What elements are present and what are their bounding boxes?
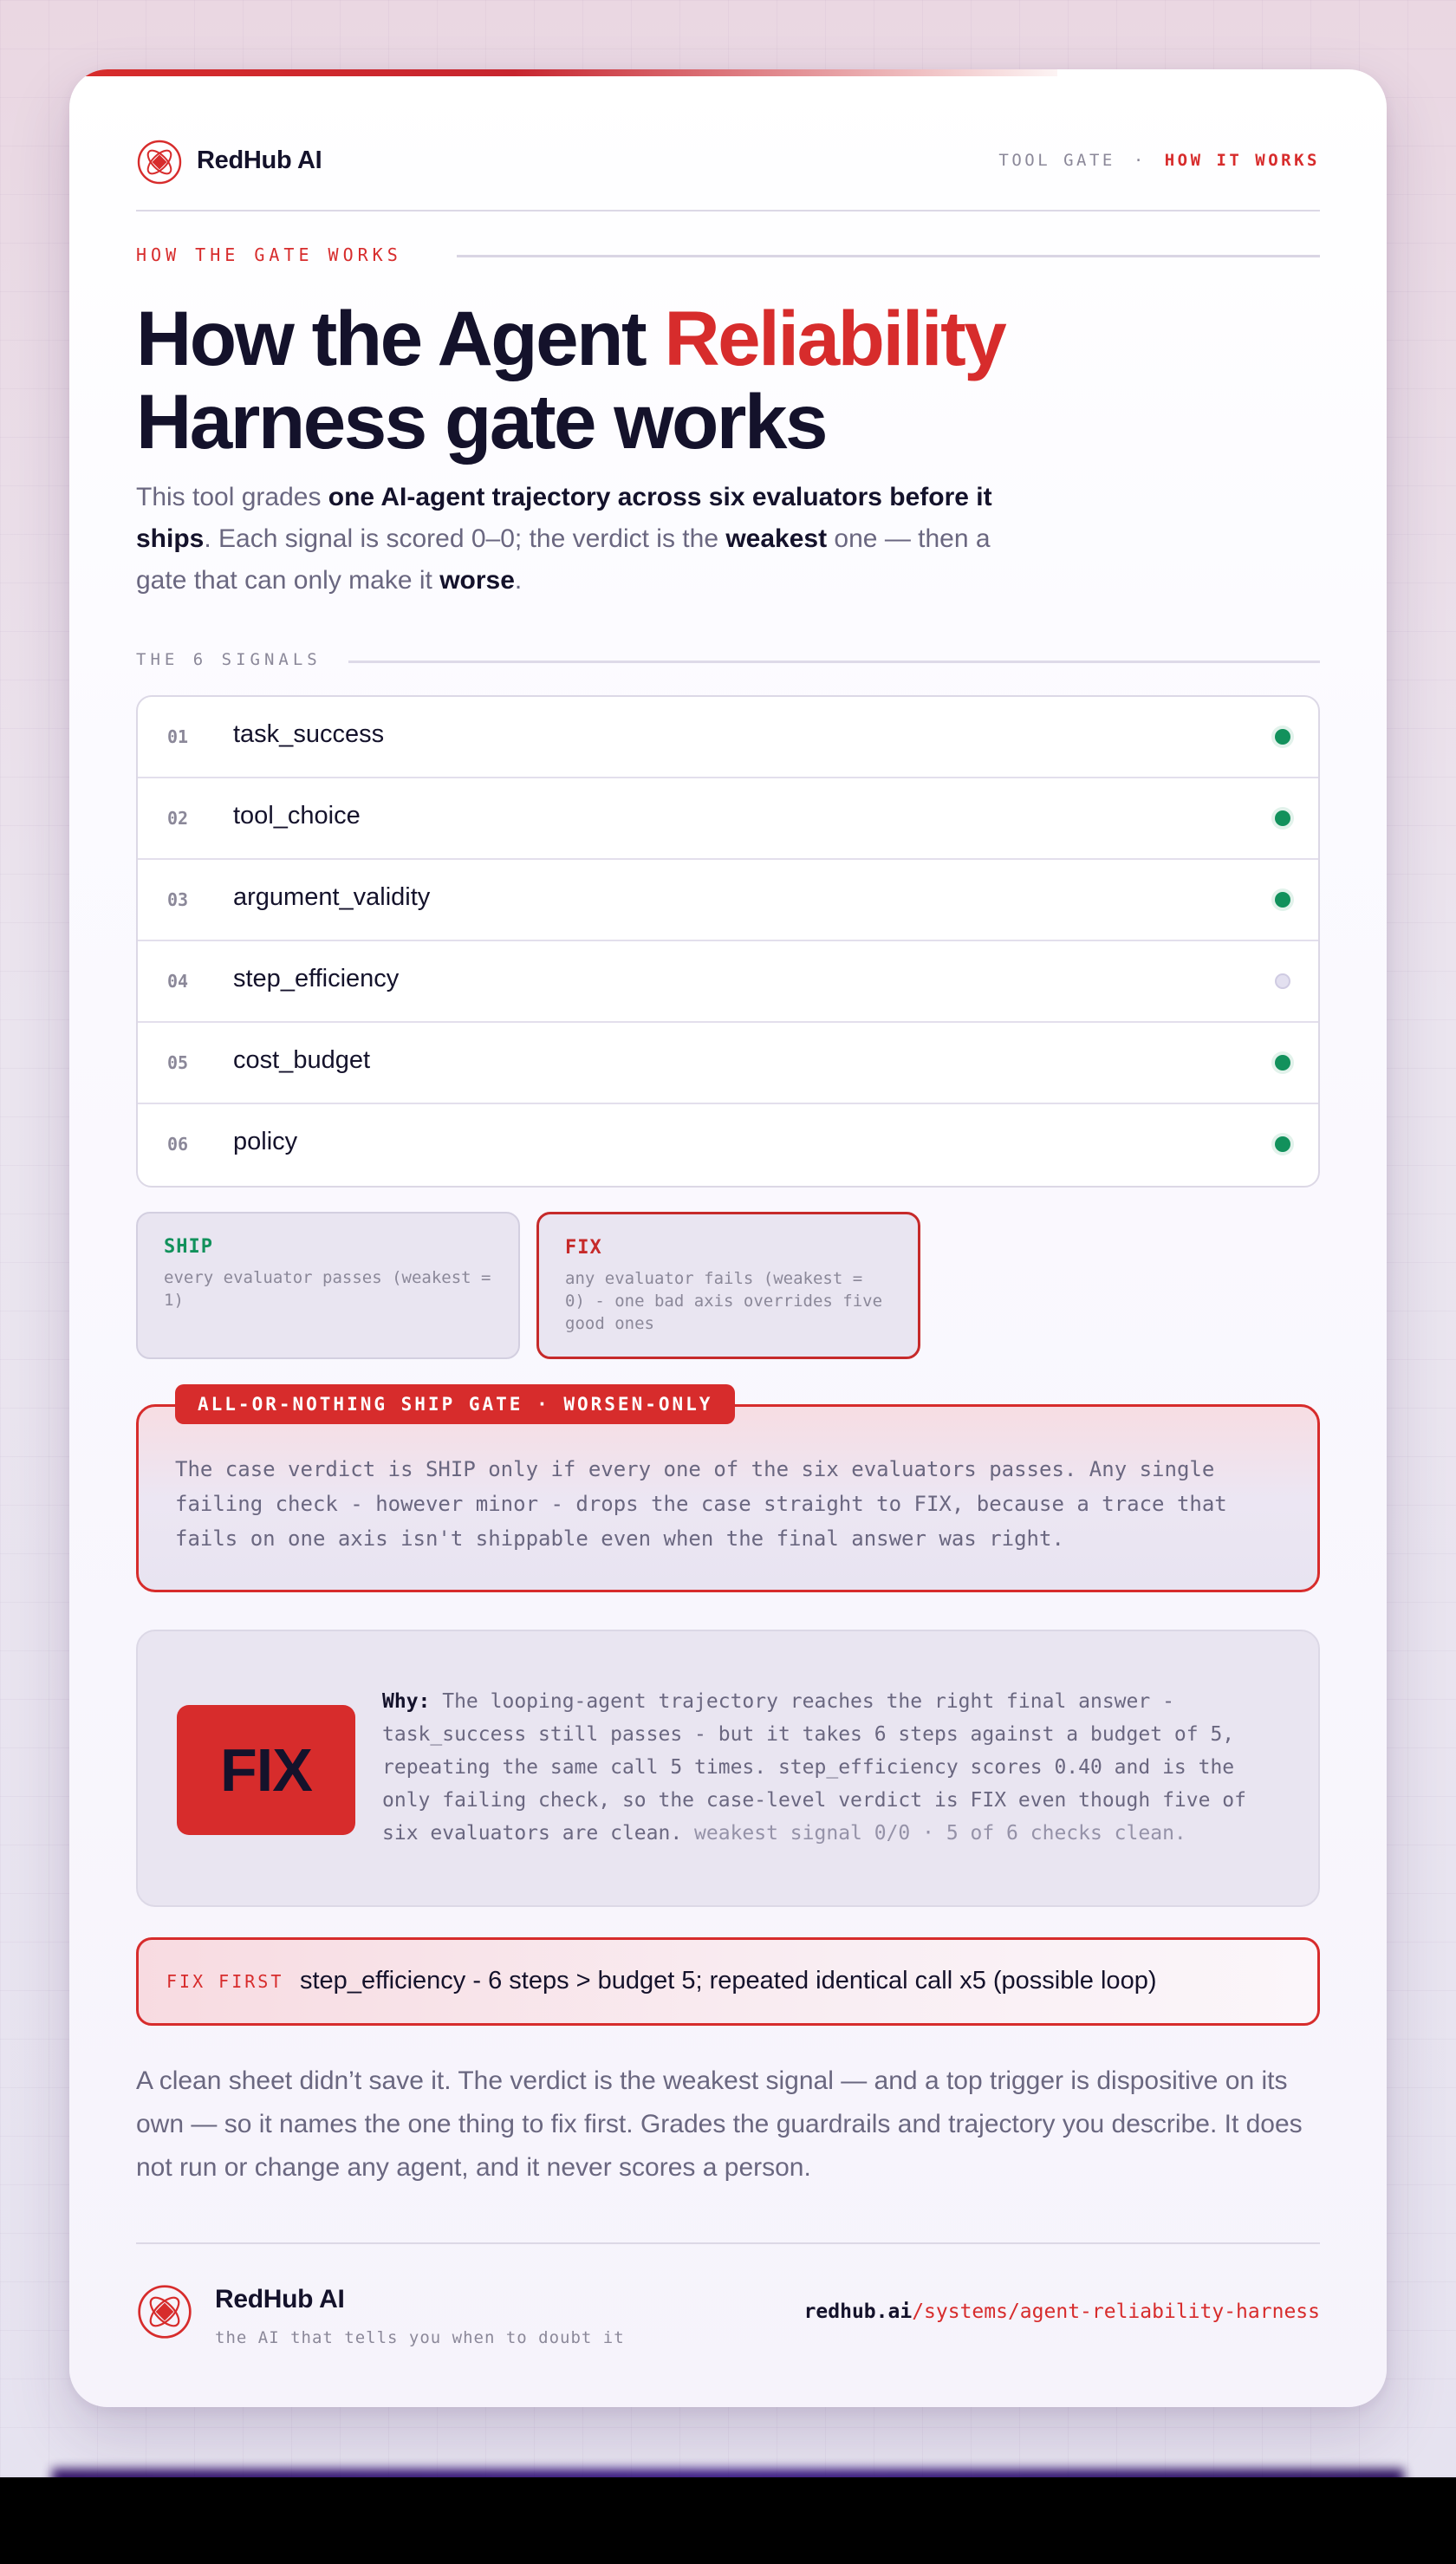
verdict-summary: weakest signal 0/0 · 5 of 6 checks clean. (694, 1822, 1186, 1845)
lead-bold-1: one AI-agent trajectory across six evaluators before it ships (136, 483, 992, 553)
legend-ship-desc: every evaluator passes (weakest = 1) (164, 1268, 491, 1310)
signal-number: 06 (167, 1134, 189, 1155)
footer-divider (136, 2242, 1320, 2244)
lead-text-1: This tool grades (136, 483, 328, 511)
status-dot-pass-icon (1275, 729, 1290, 745)
footer-tagline: the AI that tells you when to doubt it (215, 2328, 625, 2347)
legend-fix-label: FIX (565, 1237, 602, 1259)
signal-name: policy (233, 1128, 298, 1155)
title-highlight: Reliability (664, 295, 1005, 381)
fix-first-label: FIX FIRST (166, 1971, 284, 1992)
footer-url-link[interactable] (804, 2300, 1320, 2323)
verdict-panel (136, 1630, 1320, 1907)
closing-paragraph: A clean sheet didn’t save it. The verdict is the weakest signal — and a top trigger is dispositive on its own — so it names the one thing to fix first. Grades the guardrails and trajectory you describe. It does not run or change any agent, and it never scores a person. (136, 2066, 1303, 2182)
header-divider (136, 210, 1320, 211)
ship-gate-tag: ALL-OR-NOTHING SHIP GATE · WORSEN-ONLY (175, 1384, 735, 1424)
status-dot-pass-icon (1275, 1136, 1290, 1152)
verdict-why-text: The looping-agent trajectory reaches the right final answer - task_success still passes - but it takes 6 steps against a budget of 5, repeating the same call 5 times. step_efficiency scores 0.40 and is the only failing check, so the case-level verdict is FIX even though five of six evaluators are clean. (382, 1690, 1246, 1845)
breadcrumb (998, 151, 1320, 170)
signal-row-tool-choice (138, 778, 1318, 860)
verdict-badge: FIX (177, 1705, 355, 1835)
eyebrow-rule (457, 255, 1320, 257)
signals-list (136, 695, 1320, 1188)
footer-url-host: redhub.ai (803, 2300, 913, 2323)
signals-heading: THE 6 SIGNALS (136, 650, 322, 669)
signals-rule (348, 661, 1320, 663)
verdict-explanation (382, 1685, 1284, 1850)
ship-gate-body: The case verdict is SHIP only if every one of the six evaluators passes. Any single failing check - however minor - drops the case straight to FIX, because a trace that fails on one axis isn't shippable even when the final answer was right. (175, 1457, 1227, 1551)
signal-name: step_efficiency (233, 965, 400, 992)
signal-name: tool_choice (233, 802, 361, 830)
footer-brand-name: RedHub AI (215, 2285, 345, 2313)
signal-row-task-success (138, 697, 1318, 778)
section-eyebrow (136, 244, 1320, 267)
legend-fix-desc: any evaluator fails (weakest = 0) - one bad axis overrides five good ones (565, 1269, 883, 1333)
signal-number: 04 (167, 971, 189, 992)
lead-paragraph (136, 477, 1003, 602)
legend-ship (136, 1212, 520, 1359)
breadcrumb-separator: · (1133, 151, 1147, 170)
signal-number: 05 (167, 1052, 189, 1073)
fix-first-value: step_efficiency - 6 steps > budget 5; repeated identical call x5 (possible loop) (300, 1967, 1157, 1995)
status-dot-pass-icon (1275, 1055, 1290, 1071)
signal-name: cost_budget (233, 1046, 371, 1074)
status-dot-pass-icon (1275, 892, 1290, 908)
lead-text-4: . (514, 566, 523, 595)
verdict-why-label: Why: (382, 1690, 431, 1713)
signal-row-argument-validity (138, 860, 1318, 941)
lead-bold-2: weakest (725, 524, 828, 553)
ship-gate-panel (136, 1394, 1320, 1592)
footer-url-path: /systems/agent-reliability-harness (912, 2300, 1320, 2323)
signal-name: argument_validity (233, 883, 431, 911)
lead-bold-3: worse (439, 566, 515, 595)
redhub-logo-icon[interactable] (136, 139, 183, 185)
title-part-1: How the Agent (136, 295, 665, 381)
header (136, 135, 1320, 187)
redhub-logo-icon[interactable] (136, 2283, 193, 2340)
fix-first-banner (136, 1937, 1320, 2026)
lead-text-2: . Each signal is scored 0–0; the verdict is the (204, 524, 726, 553)
legend-fix (536, 1212, 920, 1359)
eyebrow-text: HOW THE GATE WORKS (136, 244, 402, 265)
signal-row-policy (138, 1104, 1318, 1186)
bottom-band (0, 2477, 1456, 2564)
main-card (69, 69, 1387, 2407)
signals-eyebrow (136, 650, 1320, 673)
breadcrumb-how-it-works[interactable]: HOW IT WORKS (1164, 151, 1320, 170)
signal-row-cost-budget (138, 1023, 1318, 1104)
page-title (136, 296, 1320, 463)
signal-number: 03 (167, 889, 189, 910)
status-dot-pass-icon (1275, 810, 1290, 826)
signal-number: 01 (167, 726, 189, 747)
signal-row-step-efficiency (138, 941, 1318, 1023)
signal-name: task_success (233, 720, 385, 748)
legend-ship-label: SHIP (164, 1236, 213, 1258)
title-part-2: Harness gate works (136, 378, 826, 465)
lead-text-3: one — then a gate that can only make it (136, 524, 991, 595)
signal-number: 02 (167, 808, 189, 829)
status-dot-fail-icon (1275, 973, 1290, 989)
card-accent-bar (69, 69, 1057, 76)
footer (136, 2280, 1320, 2349)
brand-name: RedHub AI (197, 146, 322, 174)
breadcrumb-tool-gate[interactable]: TOOL GATE (998, 151, 1115, 170)
